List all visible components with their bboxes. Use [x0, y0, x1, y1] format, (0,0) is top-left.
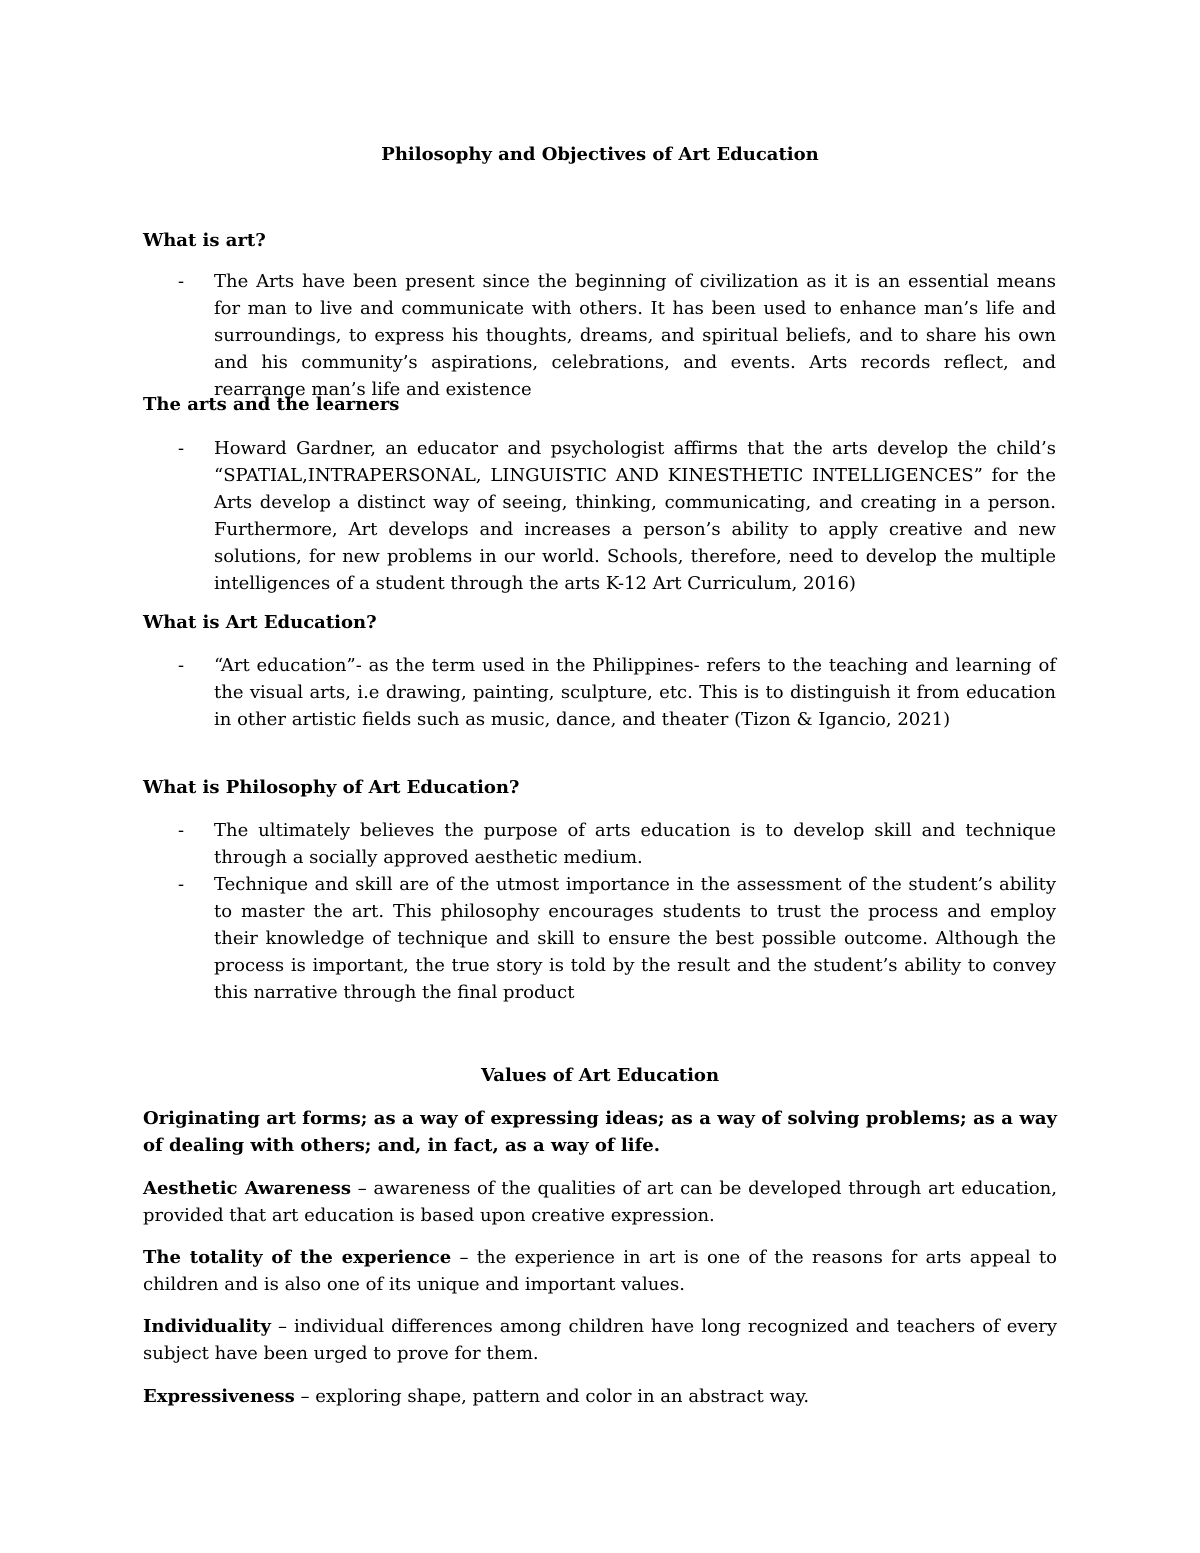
list-item — [178, 268, 1056, 403]
values-lead: Originating art forms; as a way of expressing ideas; as a way of solving problems; as a way of dealing with others; and, in fact, as a way of life. — [143, 1108, 1057, 1156]
value-desc: – individual differences among children have long recognized and teachers of every subject have been urged to prove for them. — [143, 1316, 1057, 1364]
value-desc: – awareness of the qualities of art can be developed through art education, provided that art education is based upon creative expression. — [143, 1178, 1057, 1226]
bullet-marker: - — [178, 820, 185, 841]
section-heading-what-is-art: What is art? — [143, 230, 266, 251]
value-term: Individuality — [143, 1316, 272, 1337]
section-heading-what-is-art-education: What is Art Education? — [143, 612, 377, 633]
value-term: Aesthetic Awareness — [143, 1178, 351, 1199]
list-item — [178, 817, 1056, 871]
list-item — [178, 871, 1056, 1006]
bullet-text: “Art education”- as the term used in the Philippines- refers to the teaching and learning of the visual arts, i.e drawing, painting, sculpture, etc. This is to distinguish it from education in other artistic fields such as music, dance, and theater (Tizon & Igancio, 2021) — [214, 655, 1056, 730]
bullet-text: Technique and skill are of the utmost importance in the assessment of the student’s ability to master the art. This philosophy encourages students to trust the process and employ their knowledge of technique and skill to ensure the best possible outcome. Although the process is important, the true story is told by the result and the student’s ability to convey this narrative through the final product — [214, 874, 1056, 1003]
document-title: Philosophy and Objectives of Art Education — [381, 144, 819, 165]
bullet-text: Howard Gardner, an educator and psychologist affirms that the arts develop the child’s “SPATIAL,INTRAPERSONAL, LINGUISTIC AND KINESTHETIC INTELLIGENCES” for the Arts develop a distinct way of seeing, thinking, communicating, and creating in a person. Furthermore, Art develops and increases a person’s ability to apply creative and new solutions, for new problems in our world. Schools, therefore, need to develop the multiple intelligences of a student through the arts K-12 Art Curriculum, 2016) — [214, 438, 1056, 594]
section-heading-arts-and-learners: The arts and the learners — [143, 394, 400, 415]
list-item — [178, 435, 1056, 597]
bullet-marker: - — [178, 438, 185, 459]
bullet-text: The ultimately believes the purpose of arts education is to develop skill and technique through a socially approved aesthetic medium. — [214, 820, 1056, 868]
bullet-text: The Arts have been present since the beginning of civilization as it is an essential means for man to live and communicate with others. It has been used to enhance man’s life and surroundings, to express his thoughts, dreams, and spiritual beliefs, and to share his own and his community’s aspirations, celebrations, and events. Arts records reflect, and rearrange man’s life and existence — [214, 271, 1056, 400]
section-heading-philosophy: What is Philosophy of Art Education? — [143, 777, 520, 798]
value-desc: – the experience in art is one of the reasons for arts appeal to children and is also one of its unique and important values. — [143, 1247, 1058, 1295]
value-item-expressiveness — [143, 1383, 1057, 1410]
value-term: The totality of the experience — [143, 1247, 452, 1268]
list-item — [178, 652, 1056, 733]
values-title: Values of Art Education — [480, 1065, 720, 1086]
value-desc: – exploring shape, pattern and color in an abstract way. — [294, 1386, 810, 1407]
bullet-marker: - — [178, 655, 185, 676]
value-item-totality — [143, 1244, 1057, 1298]
bullet-marker: - — [178, 271, 185, 292]
value-term: Expressiveness — [143, 1386, 295, 1407]
value-item-individuality — [143, 1313, 1057, 1367]
bullet-marker: - — [178, 874, 185, 895]
value-item-aesthetic-awareness — [143, 1175, 1057, 1229]
